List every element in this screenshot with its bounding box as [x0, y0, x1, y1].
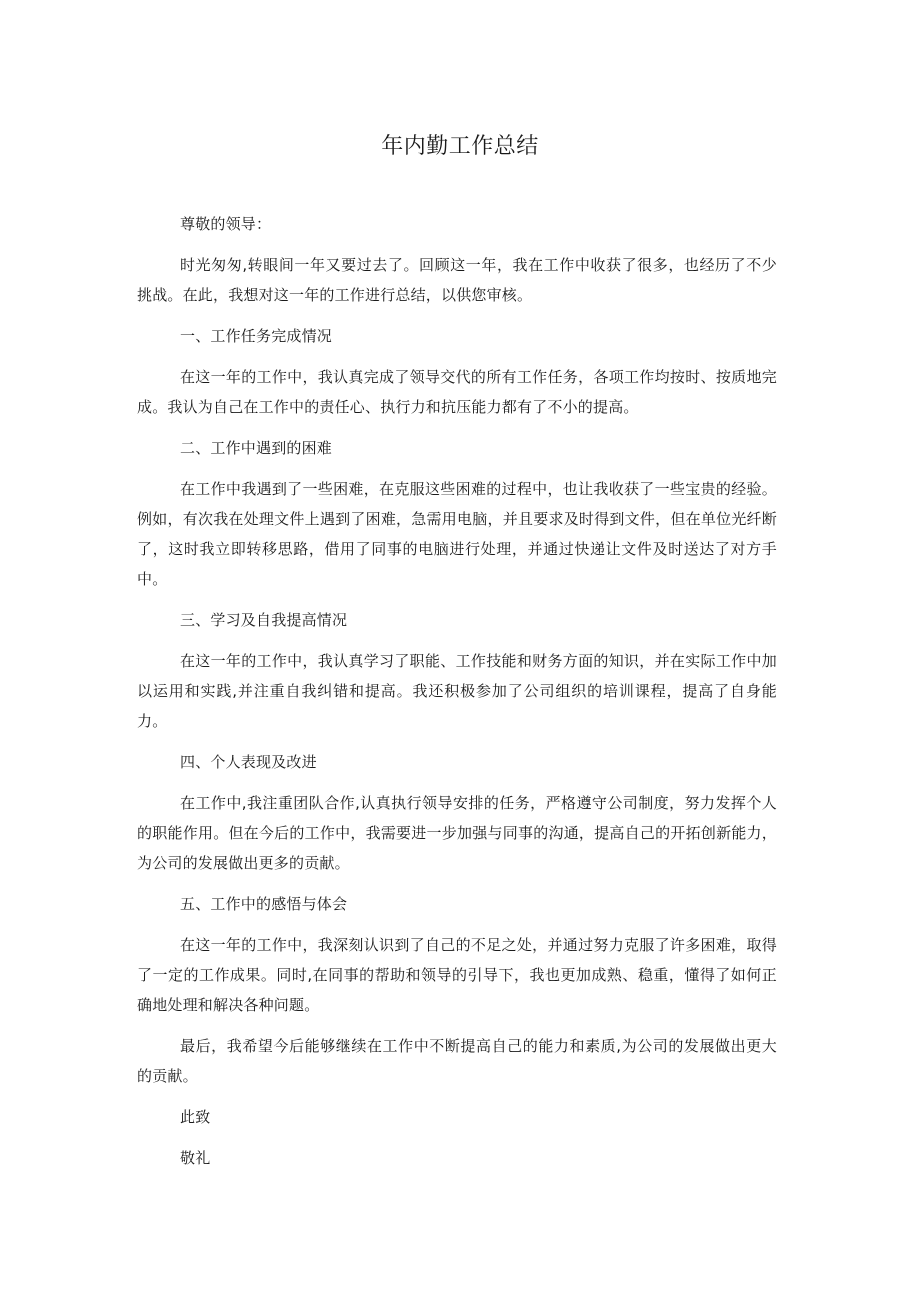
- section-heading-2: 二、工作中遇到的困难: [180, 439, 333, 457]
- section-paragraph-4: 在工作中,我注重团队合作,认真执行领导安排的任务，严格遵守公司制度，努力发挥个人的职能作用。但在今后的工作中，我需要进一步加强与同事的沟通，提高自己的开拓创新能力，为公司的发展做出更多的贡献。: [137, 794, 777, 872]
- section-heading-4: 四、个人表现及改进: [180, 753, 317, 771]
- closing-paragraph: 最后，我希望今后能够继续在工作中不断提高自己的能力和素质,为公司的发展做出更大的贡献。: [137, 1037, 777, 1085]
- closing-regards: 敬礼: [180, 1149, 211, 1167]
- intro-paragraph: 时光匆匆,转眼间一年又要过去了。回顾这一年，我在工作中收获了很多，也经历了不少挑战。在此，我想对这一年的工作进行总结，以供您审核。: [137, 256, 777, 304]
- section-paragraph-1: 在这一年的工作中，我认真完成了领导交代的所有工作任务，各项工作均按时、按质地完成。我认为自己在工作中的责任心、执行力和抗压能力都有了不小的提高。: [137, 368, 777, 416]
- salutation: 尊敬的领导：: [180, 215, 272, 233]
- document-body: [137, 209, 777, 1184]
- section-paragraph-5: 在这一年的工作中，我深刻认识到了自己的不足之处，并通过努力克服了许多困难，取得了一定的工作成果。同时,在同事的帮助和领导的引导下，我也更加成熟、稳重，懂得了如何正确地处理和解决各种问题。: [137, 936, 777, 1014]
- section-heading-3: 三、学习及自我提高情况: [180, 611, 348, 629]
- section-heading-1: 一、工作任务完成情况: [180, 327, 333, 345]
- section-paragraph-2: 在工作中我遇到了一些困难，在克服这些困难的过程中，也让我收获了一些宝贵的经验。例如，有次我在处理文件上遇到了困难，急需用电脑，并且要求及时得到文件，但在单位光纤断了，这时我立即转移思路，借用了同事的电脑进行处理，并通过快递让文件及时送达了对方手中。: [137, 480, 777, 588]
- document-title: 年内勤工作总结: [381, 134, 539, 159]
- section-heading-5: 五、工作中的感悟与体会: [180, 895, 348, 913]
- section-paragraph-3: 在这一年的工作中，我认真学习了职能、工作技能和财务方面的知识，并在实际工作中加以运用和实践,并注重自我纠错和提高。我还积极参加了公司组织的培训课程，提高了自身能力。: [137, 652, 777, 730]
- closing-phrase: 此致: [180, 1108, 211, 1126]
